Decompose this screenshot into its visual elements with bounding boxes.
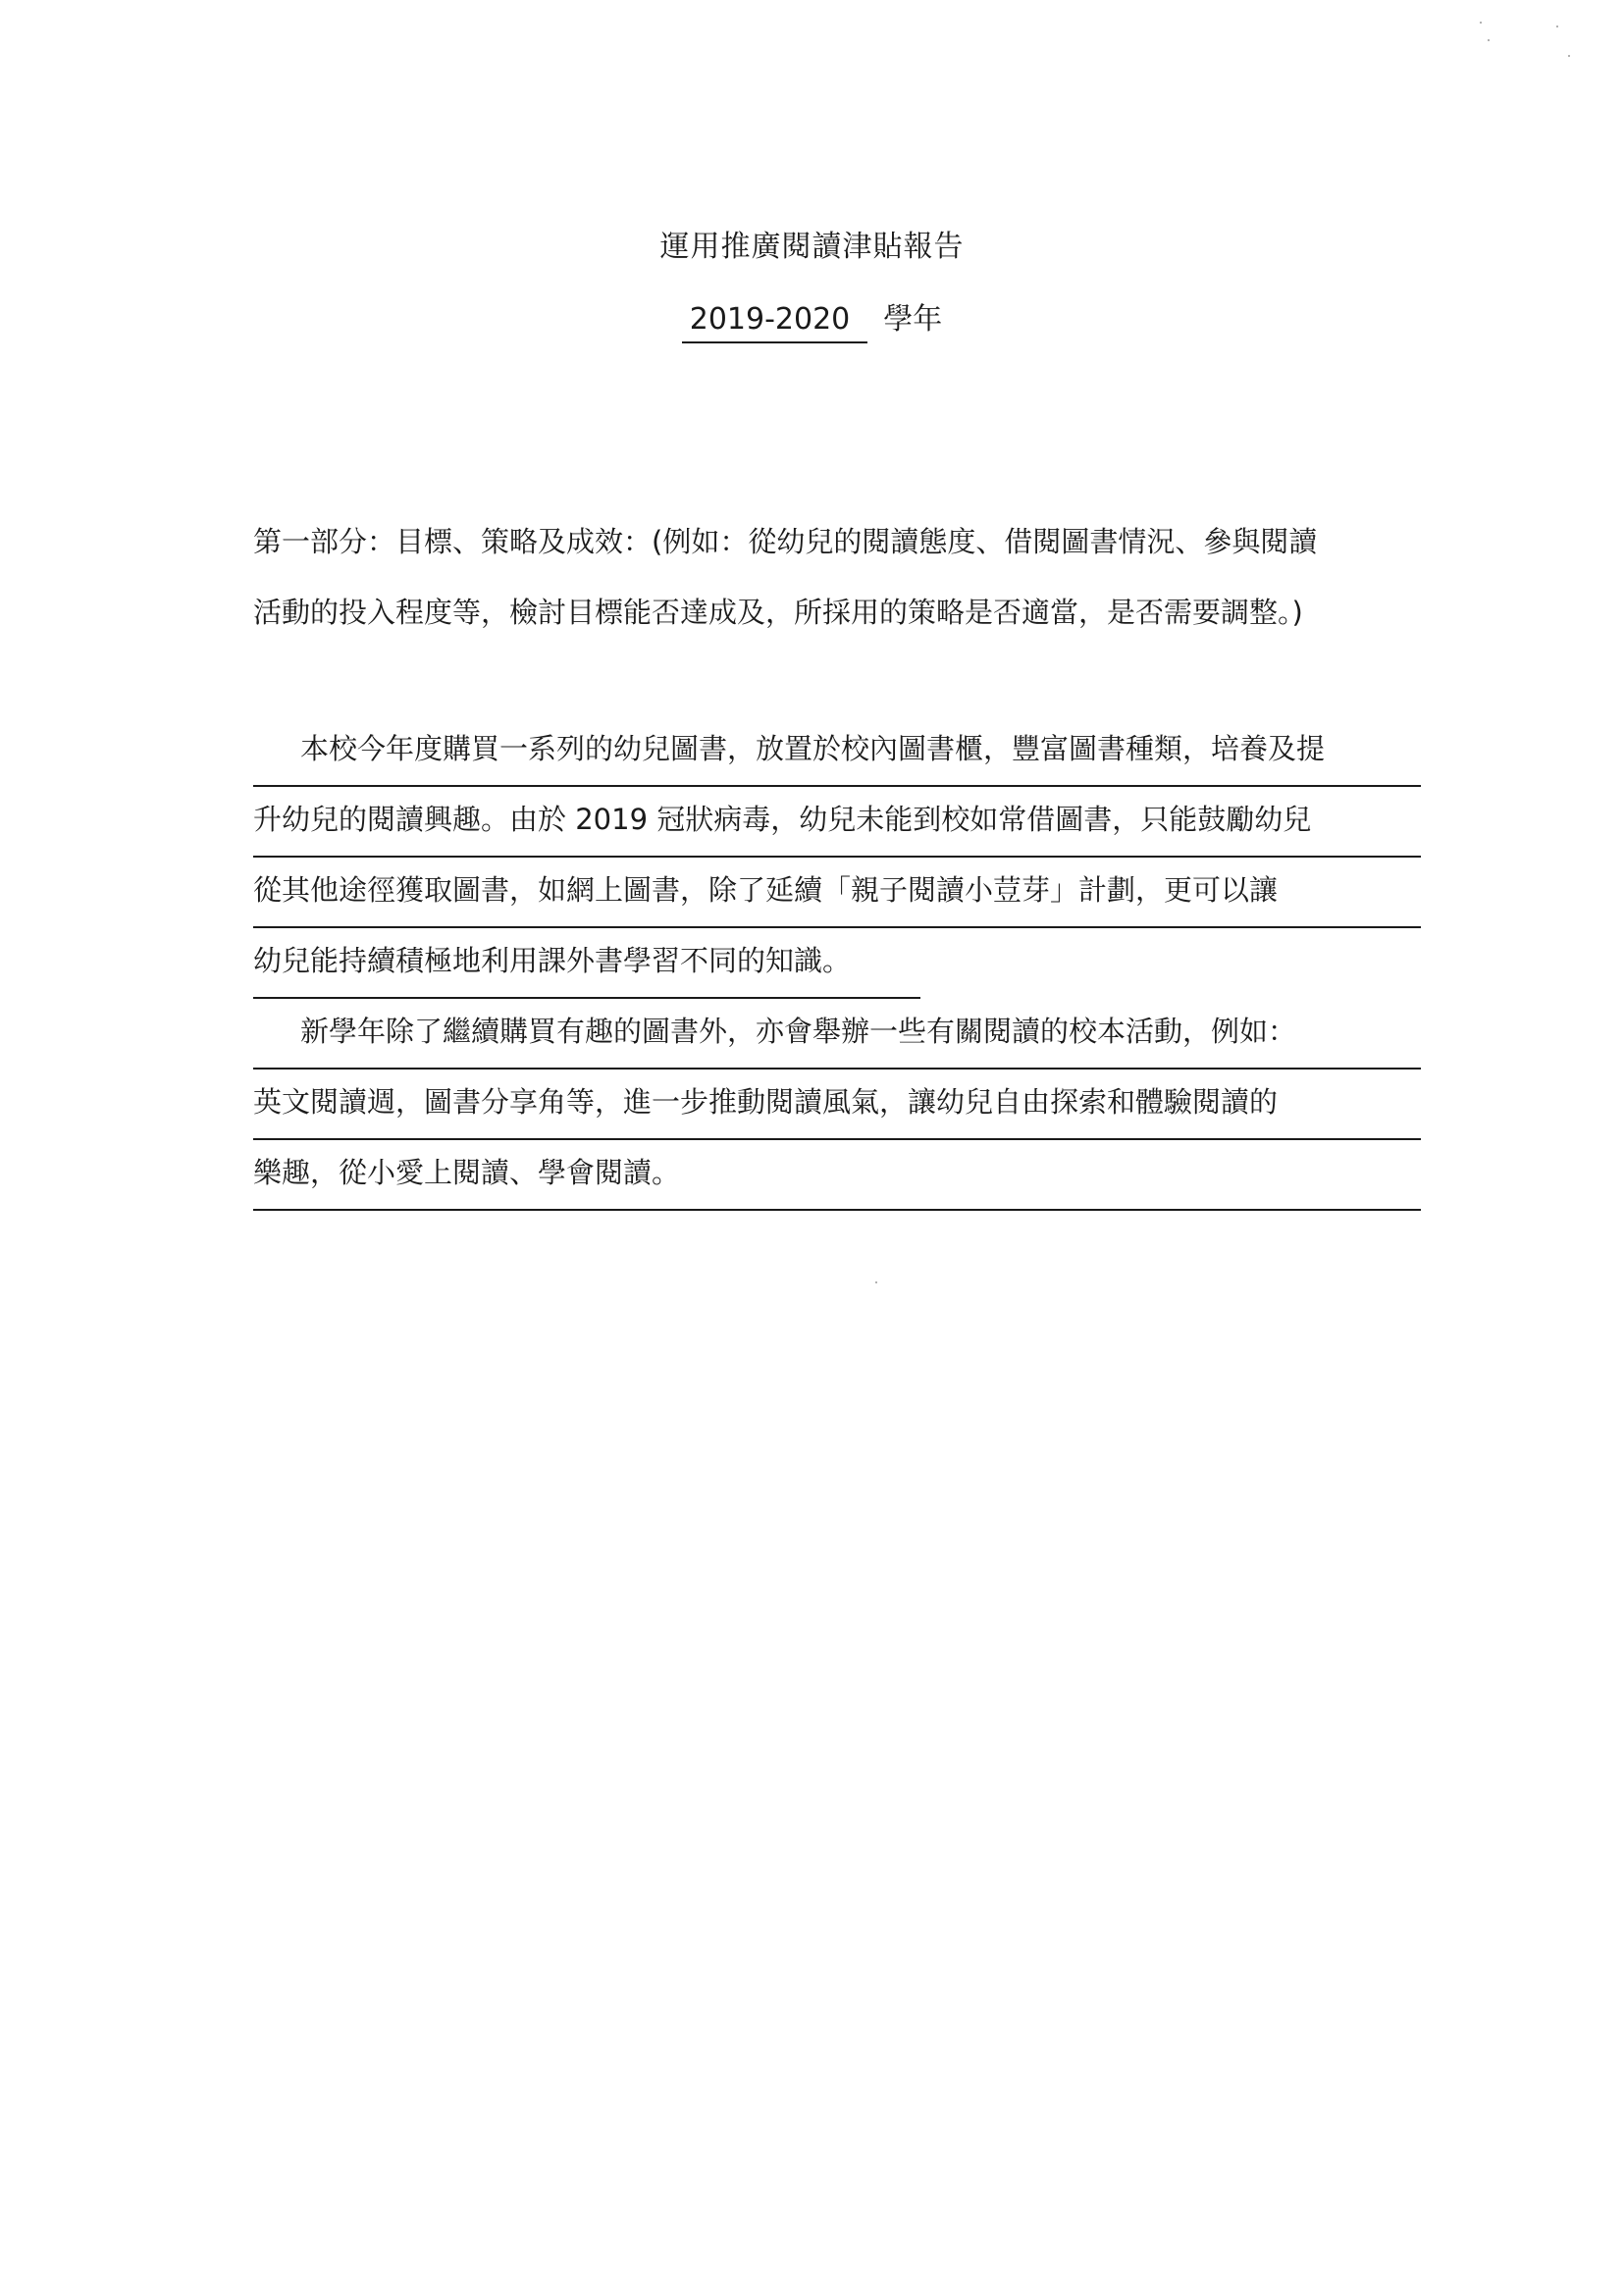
report-title: 運用推廣閱讀津貼報告 xyxy=(659,230,965,264)
part-one-heading-line: 第一部分：目標、策略及成效：(例如：從幼兒的閱讀態度、借閱圖書情況、參與閱讀 xyxy=(253,525,1318,558)
paragraph-line: 樂趣，從小愛上閱讀、學會閱讀。 xyxy=(253,1140,1421,1211)
paragraph-line: 從其他途徑獲取圖書，如網上圖書，除了延續「親子閱讀小荳芽」計劃，更可以讓 xyxy=(253,858,1421,928)
paragraph-new-year-plans xyxy=(253,999,1421,1211)
school-year-line xyxy=(0,296,1624,343)
scan-speck xyxy=(875,1281,877,1283)
scan-speck xyxy=(1480,22,1482,24)
report-body xyxy=(253,716,1421,1211)
paragraph-line: 本校今年度購買一系列的幼兒圖書，放置於校內圖書櫃，豐富圖書種類，培養及提 xyxy=(253,716,1421,787)
scan-speck xyxy=(1488,39,1490,41)
paragraph-purchase-books xyxy=(253,716,1421,999)
paragraph-line: 英文閱讀週，圖書分享角等，進一步推動閱讀風氣，讓幼兒自由探索和體驗閱讀的 xyxy=(253,1070,1421,1140)
paragraph-line: 新學年除了繼續購買有趣的圖書外，亦會舉辦一些有關閱讀的校本活動，例如： xyxy=(253,999,1421,1070)
scan-speck xyxy=(1556,26,1558,27)
part-one-heading-line: 活動的投入程度等，檢討目標能否達成及，所採用的策略是否適當，是否需要調整。) xyxy=(253,596,1303,629)
school-year-value: 2019-2020 xyxy=(682,298,868,343)
school-year-suffix: 學年 xyxy=(883,302,943,337)
paragraph-line: 幼兒能持續積極地利用課外書學習不同的知識。 xyxy=(253,928,920,999)
part-one-heading xyxy=(253,506,1421,648)
scan-speck xyxy=(1568,55,1570,57)
paragraph-line: 升幼兒的閱讀興趣。由於 2019 冠狀病毒，幼兒未能到校如常借圖書，只能鼓勵幼兒 xyxy=(253,787,1421,858)
